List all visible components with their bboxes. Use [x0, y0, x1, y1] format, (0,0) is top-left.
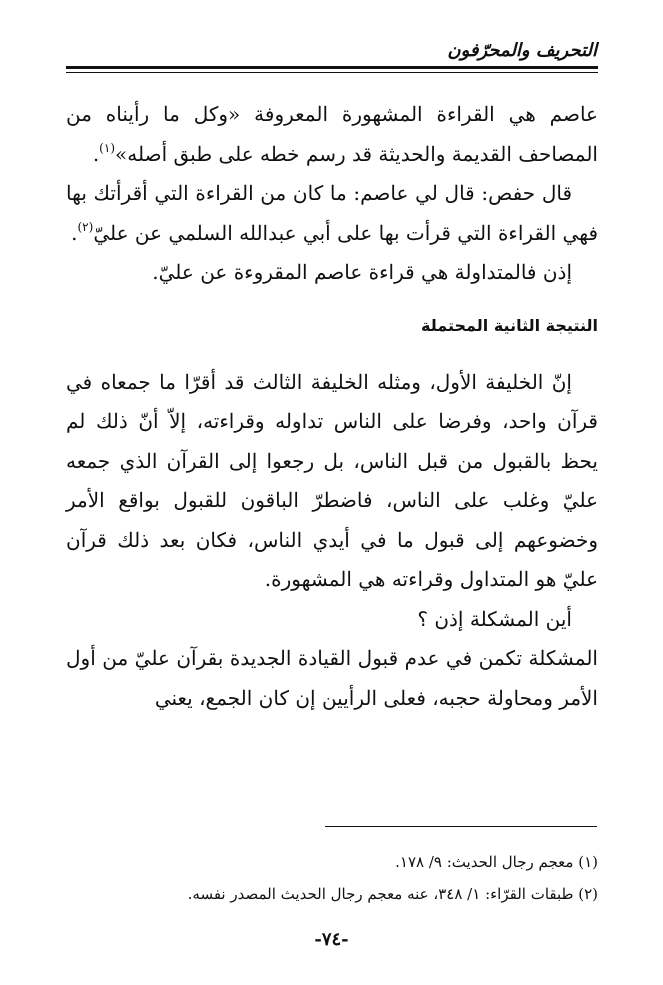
header-rule-thin	[66, 72, 598, 73]
paragraph-2-line-2: فهي القراءة التي قرأت بها على أبي عبدالله السلمي عن عليّ	[93, 220, 598, 245]
footnote-1: (١) معجم رجال الحديث: ٩/ ١٧٨.	[395, 853, 598, 871]
paragraph-4: إنّ الخليفة الأول، ومثله الخليفة الثالث قد أقرّا ما جمعاه في قرآن واحد، وفرضا على الناس تداوله وقراءته، إلاّ أنّ ذلك لم يحظ بالقبول من قبل الناس، بل رجعوا إلى القرآن الذي جمعه عليّ وغلب على الناس، فاضطرّ الباقون للقبول بواقع الأمر وخضوعهم إلى قبول ما في أيدي الناس، فكان بعد ذلك قرآن عليّ هو المتداول وقراءته هي المشهورة.	[66, 369, 598, 591]
paragraph-3: إذن فالمتداولة هي قراءة عاصم المقروءة عن عليّ.	[152, 260, 572, 284]
page-number: -٧٤-	[314, 929, 349, 950]
main-text	[66, 95, 598, 718]
section-heading: النتيجة الثانية المحتملة	[421, 315, 598, 335]
footnote-ref-2: (٢)	[77, 219, 94, 234]
paragraph-2	[66, 174, 598, 253]
paragraph-2-end: .	[71, 220, 78, 245]
paragraph-5: المشكلة تكمن في عدم قبول القيادة الجديدة بقرآن عليّ من أول الأمر ومحاولة حجبه، فعلى الرأيين إن كان الجمع، يعني	[66, 646, 598, 710]
footnote-separator	[325, 826, 597, 827]
header-rule-thick	[66, 66, 598, 69]
running-title: التحريف والمحرّفون	[447, 40, 597, 61]
footnote-2: (٢) طبقات القرّاء: ١/ ٣٤٨، عنه معجم رجال الحديث المصدر نفسه.	[187, 885, 598, 903]
footnotes	[66, 846, 598, 910]
paragraph-1	[66, 95, 598, 174]
paragraph-2-line-1: قال حفص: قال لي عاصم: ما كان من القراءة التي أقرأتك بها	[66, 181, 572, 205]
footnote-ref-1: (١)	[99, 140, 115, 155]
paragraph-1-text: عاصم هي القراءة المشهورة المعروفة «وكل ما رأيناه من المصاحف القديمة والحديثة قد رسم خطه على طبق أصله»	[66, 102, 598, 166]
paragraph-1-end: .	[92, 141, 100, 166]
question-line: أين المشكلة إذن ؟	[417, 606, 572, 631]
